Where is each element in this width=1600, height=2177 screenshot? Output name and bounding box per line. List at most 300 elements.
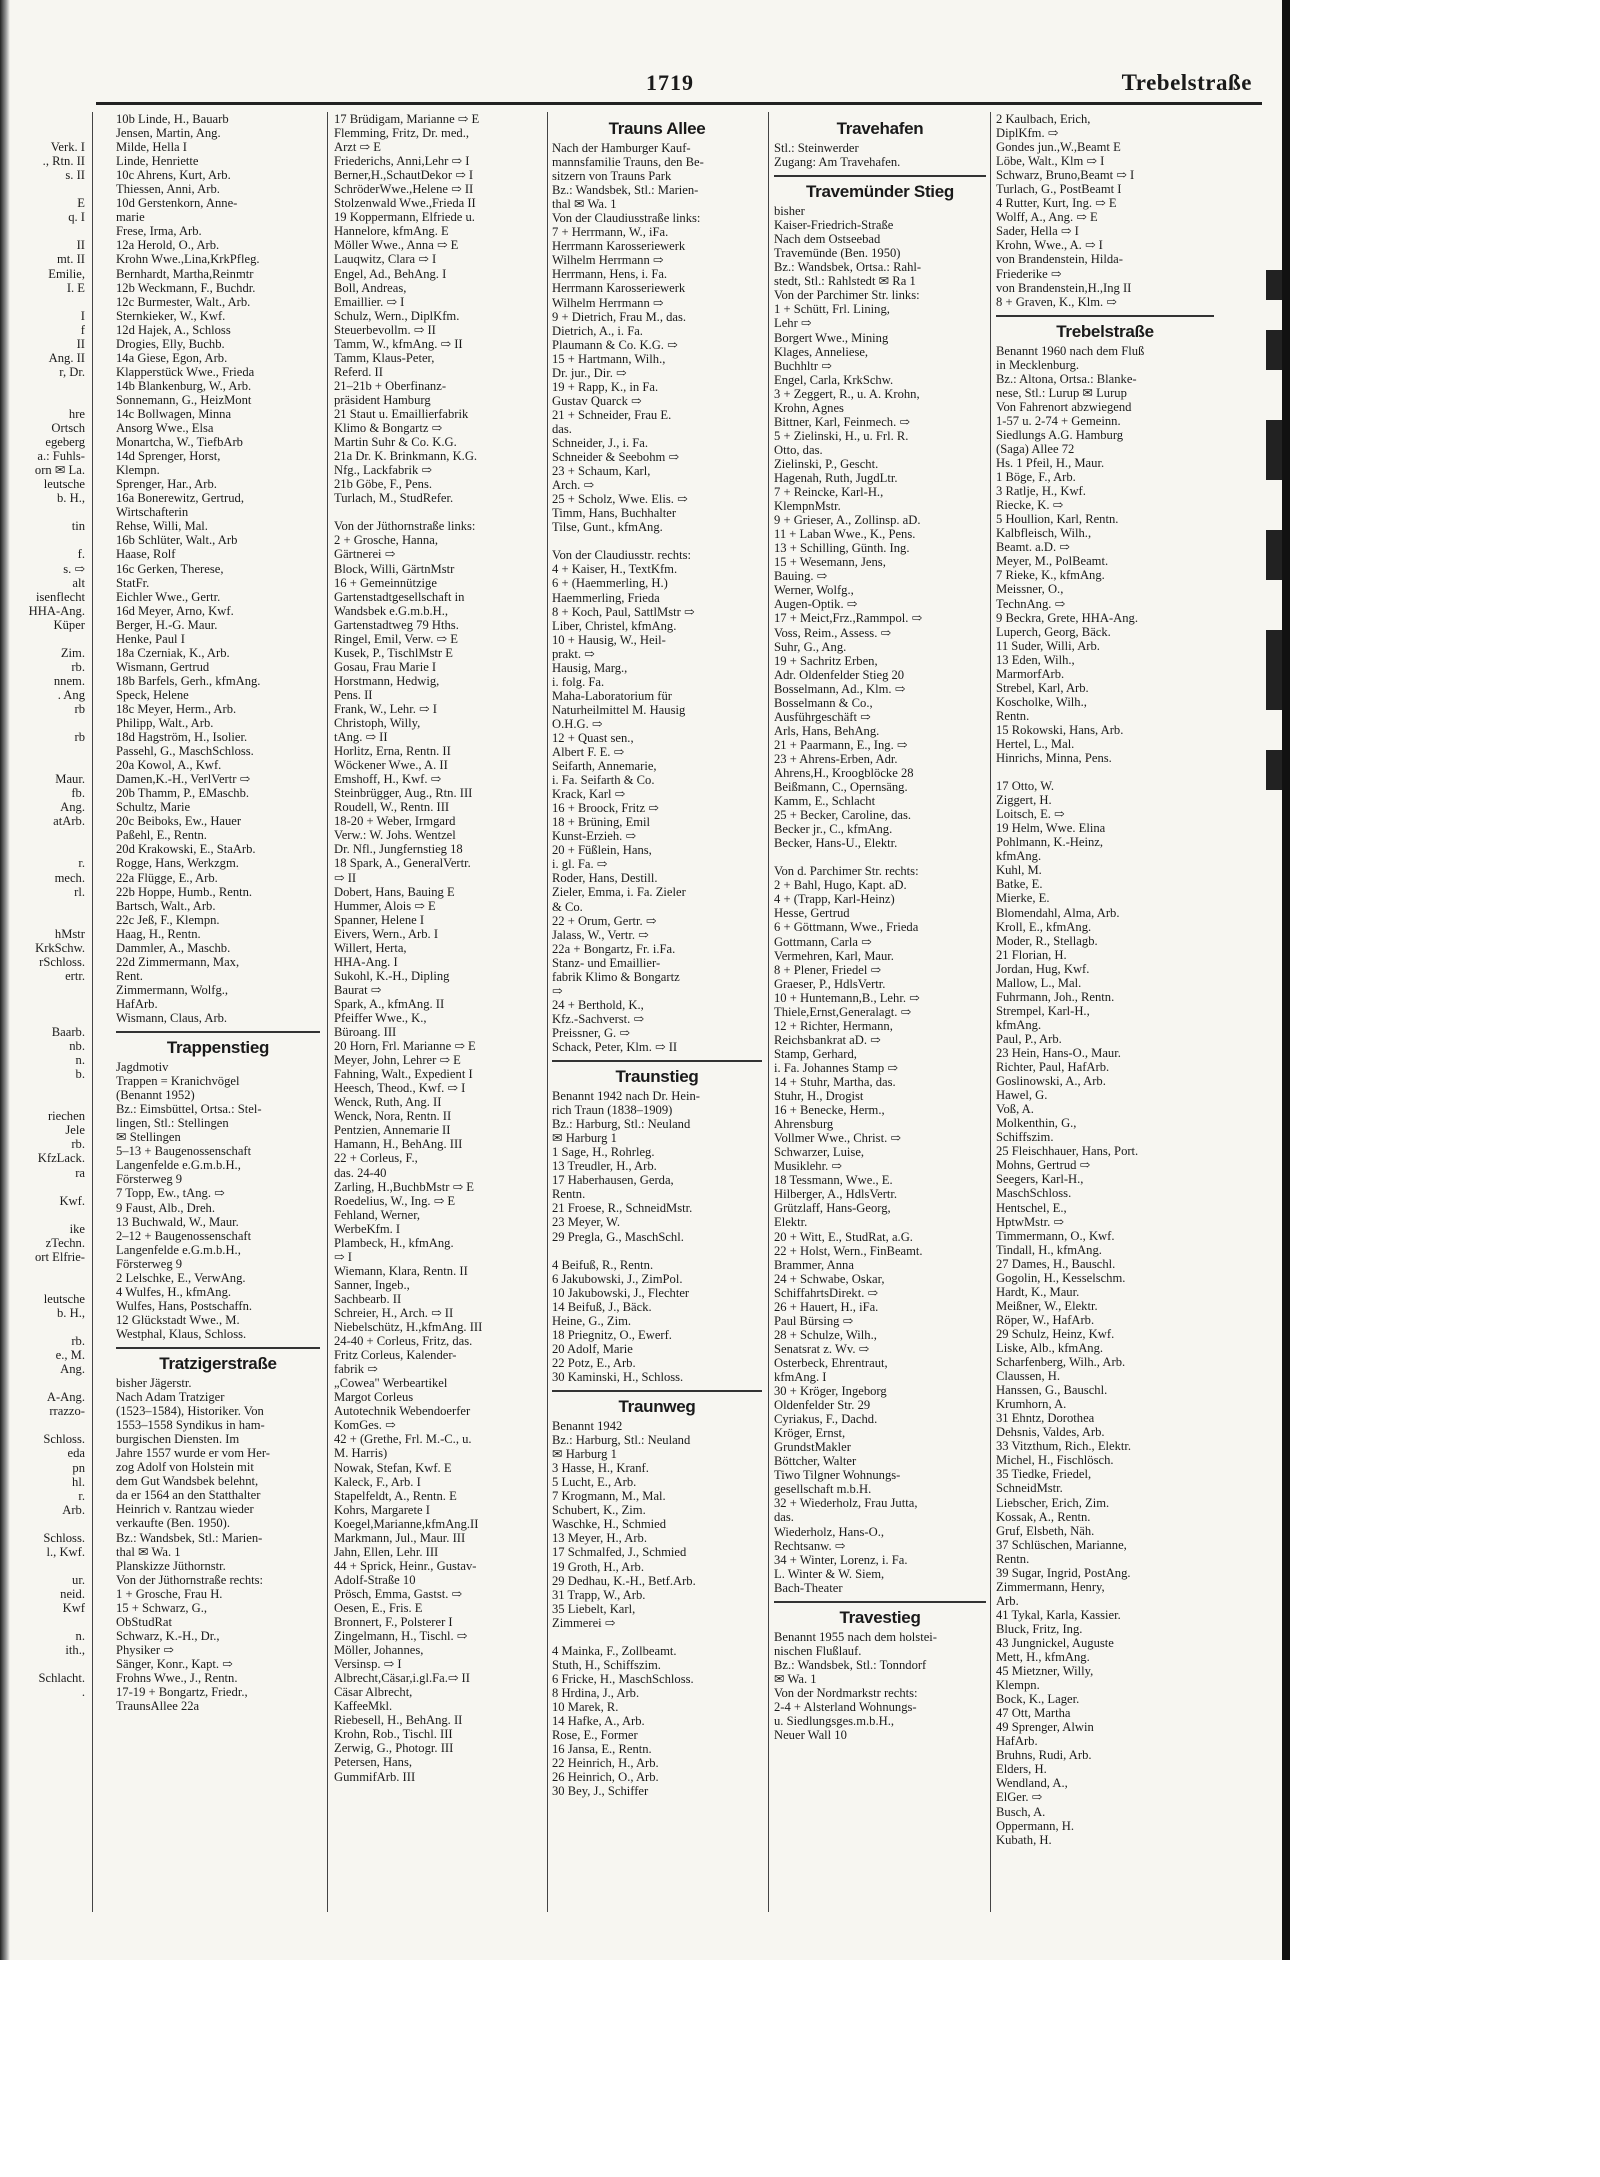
- directory-entry: HptwMstr. ⇨: [996, 1214, 1064, 1229]
- directory-entry: Musiklehr. ⇨: [774, 1159, 842, 1174]
- directory-entry: ✉ Stellingen: [116, 1130, 181, 1145]
- directory-entry: [552, 1630, 762, 1644]
- directory-entry: ElGer. ⇨: [996, 1790, 1043, 1805]
- directory-entry: 30 + Kröger, Ingeborg: [774, 1384, 887, 1399]
- directory-entry: 21 Froese, R., SchneidMstr.: [552, 1201, 693, 1216]
- directory-entry: Friederichs, Anni,Lehr ⇨ I: [334, 154, 470, 169]
- directory-entry: 1 + Grosche, Frau H.: [116, 1586, 223, 1601]
- fragment-line: E: [77, 196, 85, 211]
- directory-entry: Reichsbankrat aD. ⇨: [774, 1032, 881, 1047]
- directory-entry: Wulfes, Hans, Postschaffn.: [116, 1298, 253, 1313]
- directory-entry: Jordan, Hug, Kwf.: [996, 961, 1090, 976]
- directory-entry: Mierke, E.: [996, 891, 1050, 906]
- street-heading: Travehafen: [836, 119, 924, 138]
- directory-entry: 24-40 + Corleus, Fritz, das.: [334, 1334, 473, 1349]
- column-divider: [547, 112, 548, 1912]
- directory-entry: Planskizze Jüthornstr.: [116, 1558, 226, 1573]
- directory-entry: Kalbfleisch, Wilh.,: [996, 526, 1092, 541]
- directory-entry: Drogies, Elly, Buchb.: [116, 336, 225, 351]
- directory-entry: Albrecht,Cäsar,i.gl.Fa.⇨ II: [334, 1671, 470, 1686]
- directory-entry: Senatsrat z. Wv. ⇨: [774, 1341, 870, 1356]
- directory-entry: Stuhr, H., Drogist: [774, 1089, 864, 1104]
- directory-entry: Prösch, Emma, Gastst. ⇨: [334, 1586, 463, 1601]
- directory-entry: Thiessen, Anni, Arb.: [116, 182, 220, 197]
- fragment-line: Maur.: [55, 772, 85, 787]
- fragment-line: isenflecht: [36, 589, 85, 604]
- directory-entry: Kubath, H.: [996, 1832, 1052, 1847]
- column-divider: [768, 112, 769, 1912]
- fragment-line: [0, 1657, 88, 1671]
- directory-entry: StatFr.: [116, 575, 150, 590]
- directory-entry: lingen, Stl.: Stellingen: [116, 1116, 229, 1131]
- fragment-line: ertr.: [65, 968, 85, 983]
- fragment-line: f.: [77, 547, 85, 562]
- directory-entry: Wirtschafterin: [116, 505, 189, 520]
- directory-entry: Herrmann Karosseriewerk: [552, 239, 686, 254]
- fragment-line: [0, 224, 88, 238]
- directory-entry: Zimmermann, Wolfg.,: [116, 982, 229, 997]
- directory-entry: Riecke, K. ⇨: [996, 498, 1064, 513]
- directory-entry: 20 + Füßlein, Hans,: [552, 843, 652, 858]
- street-heading: Travestieg: [774, 1601, 986, 1629]
- directory-entry: Dehsnis, Valdes, Arb.: [996, 1425, 1105, 1440]
- fragment-line: [0, 842, 88, 856]
- directory-entry: Wiederholz, Hans-O.,: [774, 1524, 884, 1539]
- directory-entry: ✉ Wa. 1: [774, 1671, 817, 1686]
- directory-entry: Krohn Wwe.,Lina,KrkPfleg.: [116, 252, 260, 267]
- directory-entry: 44 + Sprick, Heinr., Gustav-: [334, 1558, 477, 1573]
- directory-entry: Haase, Rolf: [116, 547, 176, 562]
- directory-entry: 19 Groth, H., Arb.: [552, 1559, 644, 1574]
- directory-entry: Möller, Johannes,: [334, 1643, 424, 1658]
- directory-entry: 5–13 + Baugenossenschaft: [116, 1144, 252, 1159]
- directory-entry: Bruhns, Rudi, Arb.: [996, 1748, 1092, 1763]
- fragment-line: r, Dr.: [59, 364, 85, 379]
- directory-entry: 15 + Hartmann, Wilh.,: [552, 351, 666, 366]
- fragment-line: KrkSchw.: [35, 940, 85, 955]
- fragment-line: orn ✉ La.: [34, 463, 85, 478]
- directory-entry: Meyer, John, Lehrer ⇨ E: [334, 1053, 461, 1068]
- fragment-line: rrazzo-: [49, 1404, 85, 1419]
- directory-entry: Paul, P., Arb.: [996, 1031, 1062, 1046]
- directory-entry: Kuhl, M.: [996, 863, 1042, 878]
- directory-entry: Voss, Reim., Assess. ⇨: [774, 625, 892, 640]
- directory-entry: 35 Tiedke, Friedel,: [996, 1467, 1092, 1482]
- directory-entry: Sonnemann, G., HeizMont: [116, 392, 252, 407]
- directory-entry: Hummer, Alois ⇨ E: [334, 898, 436, 913]
- directory-entry: 14 Beifuß, J., Bäck.: [552, 1299, 652, 1314]
- fragment-line: [0, 295, 88, 309]
- previous-page-fragment: [0, 112, 88, 1912]
- directory-entry: 9 + Dietrich, Frau M., das.: [552, 309, 687, 324]
- directory-entry: Kroll, E., kfmAng.: [996, 919, 1092, 934]
- directory-entry: Schubert, K., Zim.: [552, 1503, 646, 1518]
- directory-entry: 22 + Orum, Gertr. ⇨: [552, 913, 657, 928]
- directory-entry: Becker, Hans-U., Elektr.: [774, 836, 898, 851]
- fragment-line: [0, 913, 88, 927]
- directory-entry: Büroang. III: [334, 1025, 397, 1040]
- directory-entry: Borgert Wwe., Mining: [774, 330, 889, 345]
- directory-entry: ✉ Harburg 1: [552, 1447, 617, 1462]
- fragment-line: rb: [74, 701, 85, 716]
- directory-entry: 24 + Schwabe, Oskar,: [774, 1271, 885, 1286]
- fragment-line: rb.: [71, 659, 85, 674]
- directory-entry: 22 Potz, E., Arb.: [552, 1355, 636, 1370]
- directory-entry: Klempn.: [996, 1678, 1040, 1693]
- directory-entry: 6 + (Haemmerling, H.): [552, 576, 668, 591]
- directory-entry: MarmorfArb.: [996, 666, 1065, 681]
- directory-entry: Paul Bürsing ⇨: [774, 1313, 854, 1328]
- directory-entry: 45 Mietzner, Willy,: [996, 1664, 1094, 1679]
- directory-entry: Herrmann Karosseriewerk: [552, 281, 686, 296]
- fragment-line: rl.: [74, 884, 85, 899]
- directory-entry: 22c Jeß, F., Klempn.: [116, 912, 220, 927]
- directory-entry: 21b Göbe, F., Pens.: [334, 477, 432, 492]
- directory-entry: Schneider, J., i. Fa.: [552, 435, 649, 450]
- directory-entry: Liske, Alb., kfmAng.: [996, 1340, 1104, 1355]
- fragment-line: [0, 1559, 88, 1573]
- directory-entry: Martin Suhr & Co. K.G.: [334, 435, 457, 450]
- directory-entry: KlempnMstr.: [774, 499, 841, 514]
- directory-entry: (Benannt 1952): [116, 1088, 195, 1103]
- directory-entry: 9 Beckra, Grete, HHA-Ang.: [996, 610, 1138, 625]
- directory-entry: Loitsch, E. ⇨: [996, 807, 1065, 822]
- directory-entry: Adolf-Straße 10: [334, 1572, 416, 1587]
- directory-entry: 4 Rutter, Kurt, Ing. ⇨ E: [996, 196, 1117, 211]
- directory-entry: Fritz Corleus, Kalender-: [334, 1348, 457, 1363]
- directory-entry: Bauing. ⇨: [774, 569, 828, 584]
- directory-entry: 15 + Wesemann, Jens,: [774, 555, 886, 570]
- street-heading: Travemünder Stieg: [774, 175, 986, 203]
- directory-entry: 12b Weckmann, F., Buchdr.: [116, 280, 256, 295]
- directory-entry: Tiwo Tilgner Wohnungs-: [774, 1468, 901, 1483]
- directory-entry: rich Traun (1838–1909): [552, 1103, 673, 1118]
- fragment-line: q. I: [68, 210, 85, 225]
- fragment-line: Arb.: [62, 1502, 85, 1517]
- directory-entry: 1553–1558 Syndikus in ham-: [116, 1418, 265, 1433]
- directory-entry: Stamp, Gerhard,: [774, 1046, 857, 1061]
- directory-entry: 22 + Holst, Wern., FinBeamt.: [774, 1243, 923, 1258]
- directory-entry: Travemünde (Ben. 1950): [774, 246, 901, 261]
- fragment-line: pn: [72, 1460, 85, 1475]
- directory-entry: 3 Ratlje, H., Kwf.: [996, 484, 1086, 499]
- directory-entry: 18 Priegnitz, O., Ewerf.: [552, 1327, 672, 1342]
- fragment-line: [0, 983, 88, 997]
- scan-edge-marks: [1262, 270, 1284, 950]
- directory-entry: Tindall, H., kfmAng.: [996, 1242, 1102, 1257]
- directory-entry: Stl.: Steinwerder: [774, 141, 859, 155]
- fragment-line: [0, 1615, 88, 1629]
- directory-entry: i. Fa. Seifarth & Co.: [552, 773, 655, 788]
- directory-entry: Versinsp. ⇨ I: [334, 1657, 402, 1672]
- directory-entry: Zielinski, P., Gescht.: [774, 456, 879, 471]
- directory-entry: kfmAng. I: [774, 1369, 827, 1384]
- directory-entry: thal ✉ Wa. 1: [552, 197, 617, 212]
- fragment-line: rb: [74, 730, 85, 745]
- directory-entry: Schwarzer, Luise,: [774, 1145, 865, 1160]
- directory-entry: 25 Fleischhauer, Hans, Port.: [996, 1144, 1139, 1159]
- fragment-line: hl.: [72, 1474, 85, 1489]
- directory-entry: „Cowea" Werbeartikel: [334, 1376, 448, 1391]
- directory-entry: Kaiser-Friedrich-Straße: [774, 218, 894, 233]
- directory-entry: Beamt. a.D. ⇨: [996, 540, 1070, 555]
- directory-entry: 16 Jansa, E., Rentn.: [552, 1742, 652, 1757]
- directory-entry: Scharfenberg, Wilh., Arb.: [996, 1355, 1126, 1370]
- directory-entry: tAng. ⇨ II: [334, 730, 388, 745]
- directory-entry: Försterweg 9: [116, 1256, 183, 1271]
- directory-entry: SchiffahrtsDirekt. ⇨: [774, 1285, 879, 1300]
- directory-entry: 4 Wulfes, H., kfmAng.: [116, 1284, 232, 1299]
- directory-entry: Meißner, W., Elektr.: [996, 1298, 1098, 1313]
- directory-entry: 11 Suder, Willi, Arb.: [996, 638, 1100, 653]
- fragment-line: [0, 716, 88, 730]
- directory-entry: Bittner, Karl, Feinmech. ⇨: [774, 414, 910, 429]
- directory-entry: 2-4 + Alsterland Wohnungs-: [774, 1699, 917, 1714]
- directory-entry: Grützlaff, Hans-Georg,: [774, 1201, 891, 1216]
- directory-entry: Dammler, A., Maschb.: [116, 940, 231, 955]
- directory-entry: Waschke, H., Schmied: [552, 1517, 667, 1532]
- directory-entry: 4 Mainka, F., Zollbeamt.: [552, 1643, 677, 1658]
- directory-entry: Eichler Wwe., Gertr.: [116, 589, 221, 604]
- directory-entry: Frank, W., Lehr. ⇨ I: [334, 701, 437, 716]
- directory-entry: [334, 505, 542, 519]
- directory-entry: Jensen, Martin, Ang.: [116, 126, 221, 141]
- directory-entry: 20d Krakowski, E., StaArb.: [116, 842, 256, 857]
- directory-entry: Albert F. E. ⇨: [552, 745, 625, 760]
- fragment-line: Zim.: [60, 645, 85, 660]
- directory-entry: Referd. II: [334, 364, 383, 379]
- fragment-line: rb.: [71, 1137, 85, 1152]
- directory-entry: Jagdmotiv: [116, 1060, 169, 1075]
- directory-entry: 15 + Schwarz, G.,: [116, 1600, 208, 1615]
- directory-entry: 7 Rieke, K., kfmAng.: [996, 568, 1105, 583]
- directory-entry: Rentn.: [552, 1187, 586, 1202]
- directory-entry: Bluck, Fritz, Ing.: [996, 1621, 1083, 1636]
- directory-entry: Lehr ⇨: [774, 316, 812, 331]
- directory-entry: KaffeeMkl.: [334, 1699, 393, 1714]
- fragment-line: KfzLack.: [37, 1151, 85, 1166]
- directory-entry: Schneider & Seebohm ⇨: [552, 450, 680, 465]
- directory-entry: Dr. Nfl., Jungfernstieg 18: [334, 842, 463, 857]
- directory-entry: Schwarz, K.-H., Dr.,: [116, 1628, 220, 1643]
- directory-entry: Oppermann, H.: [996, 1818, 1074, 1833]
- directory-entry: Strebel, Karl, Arb.: [996, 680, 1089, 695]
- fragment-line: n.: [75, 1053, 85, 1068]
- directory-entry: Luperch, Georg, Bäck.: [996, 624, 1111, 639]
- directory-entry: Molkenthin, G.,: [996, 1116, 1077, 1131]
- directory-entry: Tilse, Gunt., kfmAng.: [552, 520, 663, 535]
- directory-entry: Bosselmann, Ad., Klm. ⇨: [774, 681, 906, 696]
- directory-entry: kfmAng.: [996, 1017, 1042, 1032]
- directory-entry: Heesch, Theod., Kwf. ⇨ I: [334, 1081, 466, 1096]
- directory-entry: 18a Czerniak, K., Arb.: [116, 645, 230, 660]
- directory-entry: Wandsbek e.G.m.b.H.,: [334, 603, 449, 618]
- directory-entry: Heinrich v. Rantzau wieder: [116, 1502, 254, 1517]
- directory-entry: [996, 765, 1214, 779]
- directory-entry: 10 + Huntemann,B., Lehr. ⇨: [774, 990, 920, 1005]
- directory-entry: Kunst-Erzieh. ⇨: [552, 829, 636, 844]
- directory-entry: WerbeKfm. I: [334, 1221, 401, 1236]
- directory-entry: nischen Flußlauf.: [774, 1643, 862, 1658]
- directory-entry: Elektr.: [774, 1215, 808, 1230]
- directory-entry: Nfg., Lackfabrik ⇨: [334, 463, 432, 478]
- directory-entry: 17 Brüdigam, Marianne ⇨ E: [334, 112, 480, 126]
- directory-entry: Rehse, Willi, Mal.: [116, 519, 208, 534]
- directory-entry: Bz.: Wandsbek, Stl.: Marien-: [116, 1530, 263, 1545]
- directory-entry: Buchhltr ⇨: [774, 358, 832, 373]
- directory-entry: (1523–1584), Historiker. Von: [116, 1404, 264, 1419]
- directory-entry: 12c Burmester, Walt., Arb.: [116, 294, 251, 309]
- directory-entry: Koscholke, Wilh.,: [996, 694, 1087, 709]
- fragment-line: I. E: [66, 280, 85, 295]
- directory-entry: Mohns, Gertrud ⇨: [996, 1158, 1091, 1173]
- directory-entry: Sänger, Konr., Kapt. ⇨: [116, 1656, 233, 1671]
- fragment-line: s. II: [65, 168, 85, 183]
- directory-entry: Pens. II: [334, 687, 373, 702]
- directory-entry: Seegers, Karl-H.,: [996, 1172, 1084, 1187]
- directory-entry: Gartenstadtgesellschaft in: [334, 589, 465, 604]
- directory-entry: Koegel,Marianne,kfmAng.II: [334, 1516, 479, 1531]
- directory-entry: Jalass, W., Vertr. ⇨: [552, 927, 649, 942]
- directory-entry: 28 + Schulze, Wilh.,: [774, 1327, 877, 1342]
- directory-entry: Nach der Hamburger Kauf-: [552, 141, 691, 155]
- directory-entry: 18 Spark, A., GeneralVertr.: [334, 856, 471, 871]
- fragment-line: fb.: [71, 786, 85, 801]
- fragment-line: tin: [71, 519, 85, 534]
- directory-entry: Horlitz, Erna, Rentn. II: [334, 744, 451, 759]
- fragment-line: ith.,: [65, 1643, 85, 1658]
- fragment-line: [0, 1208, 88, 1222]
- directory-entry: GrundstMakler: [774, 1440, 851, 1455]
- directory-entry: Kfz.-Sachverst. ⇨: [552, 1011, 645, 1026]
- directory-entry: Von d. Parchimer Str. rechts:: [774, 864, 919, 879]
- directory-entry: 18d Hagström, H., Isolier.: [116, 730, 248, 745]
- directory-entry: in Mecklenburg.: [996, 357, 1080, 372]
- directory-entry: Richter, Paul, HafArb.: [996, 1060, 1110, 1075]
- fragment-line: [0, 1517, 88, 1531]
- directory-entry: Wilhelm Herrmann ⇨: [552, 253, 664, 268]
- directory-entry: Bock, K., Lager.: [996, 1692, 1080, 1707]
- directory-entry: Langenfelde e.G.m.b.H.,: [116, 1158, 241, 1173]
- directory-entry: Von der Claudiusstr. rechts:: [552, 548, 691, 563]
- directory-entry: Verw.: W. Johs. Wentzel: [334, 828, 456, 843]
- directory-column-4: [774, 112, 986, 1912]
- directory-entry: 10d Gerstenkorn, Anne-: [116, 196, 238, 211]
- directory-entry: KomGes. ⇨: [334, 1418, 396, 1433]
- directory-entry: Kohrs, Margarete I: [334, 1502, 430, 1517]
- directory-entry: Fehland, Werner,: [334, 1207, 421, 1222]
- directory-entry: 8 + Graven, K., Klm. ⇨: [996, 294, 1117, 309]
- directory-entry: Kaleck, F., Arb. I: [334, 1474, 421, 1489]
- directory-entry: Stolzenwald Wwe.,Frieda II: [334, 196, 476, 211]
- directory-entry: 1 Sage, H., Rohrleg.: [552, 1145, 655, 1160]
- fragment-line: mech.: [54, 870, 85, 885]
- directory-entry: Beißmann, C., Opernsäng.: [774, 780, 908, 795]
- directory-entry: Flemming, Fritz, Dr. med.,: [334, 126, 470, 141]
- fragment-line: a.: Fuhls-: [37, 449, 85, 464]
- directory-entry: Benannt 1942 nach Dr. Hein-: [552, 1089, 700, 1104]
- directory-entry: Hannelore, kfmAng. E: [334, 224, 449, 239]
- fragment-line: e., M.: [55, 1348, 85, 1363]
- directory-entry: 17 Haberhausen, Gerda,: [552, 1173, 674, 1188]
- directory-entry: 2 Lelschke, E., VerwAng.: [116, 1270, 246, 1285]
- directory-entry: 21 + Paarmann, E., Ing. ⇨: [774, 737, 908, 752]
- directory-entry: Zerwig, G., Photogr. III: [334, 1741, 454, 1756]
- running-head: Trebelstraße: [1121, 70, 1252, 95]
- directory-entry: 7 + Herrmann, W., iFa.: [552, 225, 669, 240]
- directory-entry: Zimmermann, Henry,: [996, 1579, 1105, 1594]
- directory-entry: Von Fahrenort abzwiegend: [996, 399, 1132, 414]
- directory-entry: Bz.: Harburg, Stl.: Neuland: [552, 1433, 691, 1448]
- directory-entry: 24 + Berthold, K.,: [552, 997, 644, 1012]
- fragment-line: .: [81, 1685, 85, 1700]
- directory-entry: Christoph, Willy,: [334, 716, 421, 731]
- directory-entry: Batke, E.: [996, 877, 1043, 892]
- directory-entry: zog Adolf von Holstein mit: [116, 1460, 254, 1475]
- directory-entry: (Saga) Allee 72: [996, 441, 1075, 456]
- directory-entry: Otto, das.: [774, 442, 823, 457]
- directory-entry: Cyriakus, F., Dachd.: [774, 1412, 878, 1427]
- directory-entry: 12 Glückstadt Wwe., M.: [116, 1312, 240, 1327]
- fragment-line: [0, 112, 88, 126]
- directory-column-3: [552, 112, 762, 1912]
- fragment-line: b. H.,: [57, 1305, 85, 1320]
- directory-entry: Ansorg Wwe., Elsa: [116, 421, 214, 436]
- directory-entry: 31 Trapp, W., Arb.: [552, 1587, 646, 1602]
- fragment-line: zTechn.: [45, 1235, 85, 1250]
- directory-entry: 20b Thamm, P., EMaschb.: [116, 786, 250, 801]
- fragment-line: [0, 828, 88, 842]
- fragment-line: HHA-Ang.: [28, 603, 85, 618]
- directory-entry: Baurat ⇨: [334, 982, 382, 997]
- directory-entry: Hanssen, G., Bauschl.: [996, 1383, 1108, 1398]
- page-number: 1719: [646, 70, 694, 95]
- directory-entry: Zieler, Emma, i. Fa. Zieler: [552, 885, 686, 900]
- directory-entry: M. Harris): [334, 1446, 388, 1461]
- directory-entry: 1 Böge, F., Arb.: [996, 470, 1076, 485]
- directory-entry: 35 Liebelt, Karl,: [552, 1601, 636, 1616]
- fragment-line: Schloss.: [43, 1530, 85, 1545]
- directory-entry: Wismann, Claus, Arb.: [116, 1011, 228, 1025]
- directory-column-1: [116, 112, 320, 1912]
- street-heading: Trauns Allee: [608, 119, 706, 138]
- directory-entry: 7 + Reincke, Karl-H.,: [774, 485, 884, 500]
- directory-entry: 12 + Richter, Hermann,: [774, 1018, 893, 1033]
- directory-entry: Neuer Wall 10: [774, 1728, 847, 1743]
- directory-entry: Monartcha, W., TiefbArb: [116, 435, 243, 450]
- directory-entry: Berner,H.,SchautDekor ⇨ I: [334, 168, 474, 183]
- directory-entry: 7 Topp, Ew., tAng. ⇨: [116, 1186, 225, 1201]
- directory-entry: Spark, A., kfmAng. II: [334, 996, 445, 1011]
- directory-entry: Schulz, Wern., DiplKfm.: [334, 308, 460, 323]
- directory-entry: 10 + Hausig, W., Heil-: [552, 632, 666, 647]
- directory-entry: Wiemann, Klara, Rentn. II: [334, 1263, 468, 1278]
- directory-entry: Bosselmann & Co.,: [774, 695, 873, 710]
- directory-entry: 14 Hafke, A., Arb.: [552, 1714, 645, 1729]
- directory-entry: 11 + Laban Wwe., K., Pens.: [774, 527, 916, 542]
- directory-entry: 13 Buchwald, W., Maur.: [116, 1214, 239, 1229]
- fragment-line: Jele: [65, 1123, 85, 1138]
- directory-entry: i. Fa. Johannes Stamp ⇨: [774, 1060, 898, 1075]
- directory-entry: 10c Ahrens, Kurt, Arb.: [116, 168, 231, 183]
- directory-entry: Bach-Theater: [774, 1580, 843, 1595]
- directory-entry: Vermehren, Karl, Maur.: [774, 948, 894, 963]
- directory-entry: Bz.: Eimsbüttel, Ortsa.: Stel-: [116, 1102, 262, 1117]
- directory-entry: Von der Jüthornstraße links:: [334, 519, 476, 534]
- directory-entry: i. gl. Fa. ⇨: [552, 857, 608, 872]
- directory-entry: Sader, Hella ⇨ I: [996, 224, 1079, 239]
- directory-entry: Willert, Herta,: [334, 940, 407, 955]
